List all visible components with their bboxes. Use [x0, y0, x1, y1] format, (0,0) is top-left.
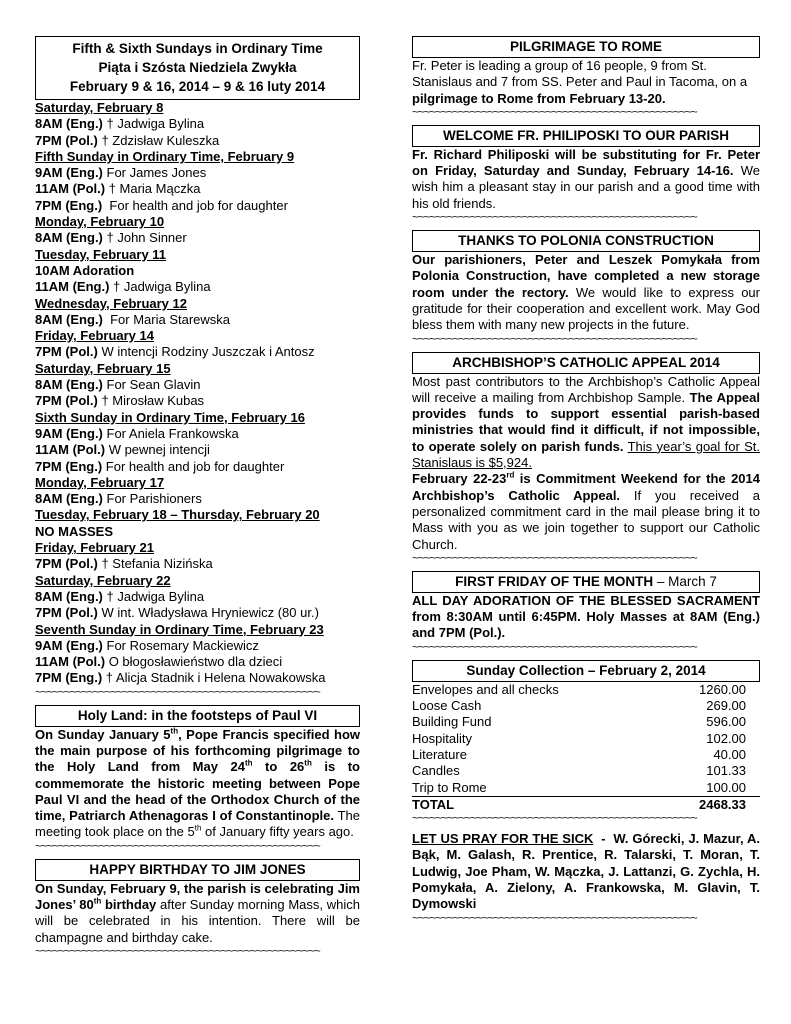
mass-time: 10AM Adoration [35, 262, 135, 278]
schedule-mass-line [35, 426, 360, 442]
mass-time: 8AM (Eng.) [35, 311, 103, 327]
mass-intention: For Rosemary Mackiewicz [102, 637, 259, 653]
mass-time: NO MASSES [35, 523, 114, 539]
birthday-title: HAPPY BIRTHDAY TO JIM JONES [35, 859, 360, 881]
mass-time: 7PM (Pol.) [35, 132, 98, 148]
collection-total-row [412, 796, 760, 813]
mass-time: 8AM (Eng.) [35, 116, 103, 132]
separator: ~~~~~~~~~~~~~~~~~~~~~~~~~~~~~~~~~~~~~~~~~~~~~~~~~ [412, 912, 697, 924]
pilgrimage-bold: pilgrimage to Rome from February 13-20. [412, 90, 666, 106]
appeal-goal: This year’s goal for St. Stanislaus is $5,924. [412, 438, 760, 471]
schedule-day-heading: Sixth Sunday in Ordinary Time, February 16 [35, 409, 305, 425]
collection-label: Envelopes and all checks [412, 681, 559, 697]
collection-total-label: TOTAL [412, 796, 455, 812]
schedule-mass-line [35, 230, 360, 246]
mass-intention: For Sean Glavin [102, 377, 201, 393]
mass-time: 7PM (Pol.) [35, 605, 98, 621]
mass-time: 7PM (Pol.) [35, 556, 98, 572]
separator: ~~~~~~~~~~~~~~~~~~~~~~~~~~~~~~~~~~~~~~~~~~~~~~~~~ [35, 840, 320, 852]
schedule-day-heading: Wednesday, February 12 [35, 295, 187, 311]
mass-intention: W pewnej intencji [105, 442, 210, 458]
mass-time: 7PM (Pol.) [35, 393, 98, 409]
birthday-text: after Sunday morning Mass, which will be celebrated in his intention. There will be champagne and birthday cake. [35, 897, 360, 945]
collection-row [412, 763, 760, 779]
pray-body [412, 831, 760, 912]
collection-amount: 102.00 [706, 730, 746, 746]
schedule-day-heading: Friday, February 14 [35, 328, 154, 344]
collection-title: Sunday Collection – February 2, 2014 [412, 660, 760, 682]
holy-land-title: Holy Land: in the footsteps of Paul VI [35, 705, 360, 727]
collection-amount: 100.00 [658, 780, 760, 797]
appeal-text-3: If you received a personalized commitment card in the mail please bring it to Mass with you as we join together to support our Catholic Church. [412, 487, 761, 552]
mass-intention: † Jadwiga Bylina [109, 279, 211, 295]
mass-time: 9AM (Eng.) [35, 165, 103, 181]
pray-title: LET US PRAY FOR THE SICK [412, 831, 594, 847]
schedule-mass-line [35, 556, 360, 572]
schedule-mass-line [35, 638, 360, 654]
collection-amount: 269.00 [706, 698, 746, 714]
mass-time: 7PM (Eng.) [35, 670, 103, 686]
mass-intention: For Parishioners [102, 491, 202, 507]
mass-time: 8AM (Eng.) [35, 377, 103, 393]
mass-intention: For Maria Starewska [102, 311, 231, 327]
schedule-mass-line [35, 198, 360, 214]
thanks-body [412, 252, 760, 333]
schedule-mass-line [35, 491, 360, 507]
mass-time: 8AM (Eng.) [35, 230, 103, 246]
mass-time: 8AM (Eng.) [35, 588, 103, 604]
mass-time: 7PM (Eng.) [35, 197, 103, 213]
schedule-day-heading: Saturday, February 8 [35, 100, 164, 115]
schedule-mass-line [35, 377, 360, 393]
separator: ~~~~~~~~~~~~~~~~~~~~~~~~~~~~~~~~~~~~~~~~~~~~~~~~~ [412, 641, 697, 653]
collection-label: Literature [412, 746, 467, 762]
separator: ~~~~~~~~~~~~~~~~~~~~~~~~~~~~~~~~~~~~~~~~~~~~~~~~~ [412, 333, 697, 345]
mass-intention: W int. Władysława Hryniewicz (80 ur.) [97, 605, 319, 621]
mass-time: 11AM (Pol.) [35, 654, 106, 670]
schedule-day-heading: Friday, February 21 [35, 540, 154, 556]
schedule-mass-line [35, 589, 360, 605]
schedule-mass-line [35, 524, 360, 540]
collection-row [412, 682, 760, 698]
holy-land-sup-4: th [194, 824, 202, 834]
appeal-text-1: Most past contributors to the Archbishop’s Catholic Appeal will receive a mailing from Archbishop Sample. [412, 373, 760, 405]
collection-row [412, 714, 760, 730]
mass-intention: † Maria Mączka [105, 181, 201, 197]
separator: ~~~~~~~~~~~~~~~~~~~~~~~~~~~~~~~~~~~~~~~~~~~~~~~~~ [412, 813, 697, 825]
appeal-body-1 [412, 374, 760, 472]
mass-time: 9AM (Eng.) [35, 637, 103, 653]
pilgrimage-title: PILGRIMAGE TO ROME [412, 36, 760, 58]
schedule-mass-line [35, 279, 360, 295]
welcome-body [412, 147, 760, 212]
collection-row [412, 747, 760, 763]
mass-intention: W intencji Rodziny Juszczak i Antosz [97, 344, 315, 360]
collection-label: Candles [412, 763, 460, 779]
schedule-day-heading: Monday, February 17 [35, 474, 165, 490]
first-friday-title-bold: FIRST FRIDAY OF THE MONTH [455, 573, 654, 589]
mass-time: 8AM (Eng.) [35, 491, 103, 507]
header-title-polish: Piąta i Szósta Niedziela Zwykła [98, 60, 297, 75]
header-title-english: Fifth & Sixth Sundays in Ordinary Time [72, 41, 323, 56]
collection-amount: 596.00 [706, 714, 746, 730]
right-column [412, 36, 760, 924]
holy-land-sup-2: th [244, 758, 253, 768]
first-friday-body: ALL DAY ADORATION OF THE BLESSED SACRAMENT from 8:30AM until 6:45PM. Holy Masses at 8AM (Eng.) and 7PM (Pol.). [412, 592, 760, 641]
thanks-bold: Our parishioners, Peter and Leszek Pomykała from Polonia Construction, have completed a new storage room under the rectory. [412, 252, 760, 300]
collection-row [412, 731, 760, 747]
mass-intention: † Alicja Stadnik i Helena Nowakowska [102, 670, 326, 686]
schedule-day-heading: Saturday, February 22 [35, 572, 171, 588]
schedule-day-heading: Saturday, February 15 [35, 360, 171, 376]
holy-land-sup-3: th [304, 758, 312, 768]
mass-time: 11AM (Eng.) [35, 279, 110, 295]
mass-intention: For James Jones [102, 165, 207, 181]
bulletin-header [35, 36, 360, 100]
collection-total-amount: 2468.33 [699, 796, 746, 812]
pilgrimage-body [412, 58, 760, 107]
pilgrimage-text: Fr. Peter is leading a group of 16 people, 9 from St. Stanislaus and 7 from SS. Peter and Paul in Tacoma, on a [412, 58, 748, 90]
mass-time: 11AM (Pol.) [35, 181, 106, 197]
holy-land-bold-1: On Sunday January 5 [35, 726, 171, 742]
collection-row [412, 780, 760, 797]
holy-land-sup-1: th [170, 726, 179, 736]
separator: ~~~~~~~~~~~~~~~~~~~~~~~~~~~~~~~~~~~~~~~~~~~~~~~~~ [412, 106, 697, 118]
schedule-mass-line [35, 393, 360, 409]
appeal-body-2 [412, 471, 760, 552]
collection-amount: 1260.00 [699, 681, 746, 697]
birthday-body [35, 881, 360, 946]
mass-intention: † Zdzisław Kuleszka [97, 132, 220, 148]
left-column [35, 36, 360, 957]
schedule-mass-line [35, 344, 360, 360]
schedule-day-heading: Fifth Sunday in Ordinary Time, February 9 [35, 148, 295, 164]
mass-intention: † Jadwiga Bylina [102, 116, 205, 132]
schedule-day-heading: Monday, February 10 [35, 214, 165, 230]
mass-intention: † Mirosław Kubas [97, 393, 205, 409]
separator: ~~~~~~~~~~~~~~~~~~~~~~~~~~~~~~~~~~~~~~~~~~~~~~~~~ [35, 686, 320, 698]
pray-names: W. Górecki, J. Mazur, A. Bąk, M. Galash, R. Prentice, R. Talarski, T. Moran, T. Ludwig, Joe Pham, W. Mączka, J. Lattanzi, G. Zychla, H. Pomykała, A. Zielony, A. Frankowska, M. Glavin, T. Dymowski [412, 831, 760, 912]
thanks-text: We would like to express our gratitude for their cooperation and excellent work. May God bless them with many new projects in the future. [412, 284, 760, 333]
header-dates: February 9 & 16, 2014 – 9 & 16 luty 2014 [69, 79, 326, 94]
collection-row [412, 698, 760, 714]
birthday-bold-1: On Sunday, February 9, the parish is celebrating Jim Jones’ 80 [35, 880, 360, 913]
schedule-mass-line [35, 442, 360, 458]
appeal-bold-3: is Commitment Weekend for the 2014 Archbishop’s Catholic Appeal. [412, 471, 760, 503]
mass-intention: O błogosławieństwo dla dzieci [105, 654, 283, 670]
holy-land-bold-4: is to commemorate the historic meeting between Pope Paul VI and the head of the Orthodox Church of the time, Patriarch Athenagoras I of Constantinople. [35, 759, 360, 824]
schedule-mass-line [35, 670, 360, 686]
mass-intention: † John Sinner [102, 230, 187, 246]
welcome-text: We wish him a pleasant stay in our parish and a good time with his old friends. [412, 163, 760, 211]
holy-land-text-1: The meeting took place on the 5 [35, 808, 360, 840]
mass-time: 7PM (Pol.) [35, 344, 98, 360]
collection-label: Loose Cash [412, 698, 482, 714]
separator: ~~~~~~~~~~~~~~~~~~~~~~~~~~~~~~~~~~~~~~~~~~~~~~~~~ [412, 212, 697, 224]
schedule-mass-line [35, 654, 360, 670]
mass-time: 9AM (Eng.) [35, 425, 103, 441]
collection-amount: 40.00 [713, 746, 746, 762]
collection-amount: 101.33 [706, 763, 746, 779]
collection-label: Building Fund [412, 714, 492, 730]
schedule-day-heading: Tuesday, February 18 – Thursday, February 20 [35, 507, 320, 523]
first-friday-title [412, 571, 760, 593]
holy-land-bold-3: to 26 [252, 759, 305, 775]
thanks-title: THANKS TO POLONIA CONSTRUCTION [412, 230, 760, 252]
mass-time: 11AM (Pol.) [35, 442, 106, 458]
first-friday-title-date: – March 7 [653, 573, 717, 589]
schedule-mass-line [35, 459, 360, 475]
schedule-mass-line [35, 133, 360, 149]
schedule-mass-line [35, 181, 360, 197]
pray-dash: - [593, 831, 614, 847]
appeal-bold-2: February 22-23 [412, 471, 507, 487]
holy-land-bold-2: , Pope Francis specified how the main purpose of his forthcoming pilgrimage to the Holy Land from May 24 [35, 726, 360, 775]
mass-intention: † Jadwiga Bylina [102, 588, 205, 604]
schedule-mass-line [35, 263, 360, 279]
birthday-bold-2: birthday [101, 897, 157, 913]
mass-time: 7PM (Eng.) [35, 458, 103, 474]
schedule-mass-line [35, 116, 360, 132]
mass-intention: For health and job for daughter [102, 197, 288, 213]
appeal-title: ARCHBISHOP’S CATHOLIC APPEAL 2014 [412, 352, 760, 374]
collection-label: Trip to Rome [412, 780, 658, 797]
schedule-day-heading: Tuesday, February 11 [35, 246, 167, 262]
schedule-mass-line [35, 605, 360, 621]
welcome-bold: Fr. Richard Philiposki will be substituting for Fr. Peter on Friday, Saturday and Sunday, February 14-16. [412, 146, 760, 179]
mass-intention: For health and job for daughter [102, 458, 285, 474]
welcome-title: WELCOME FR. PHILIPOSKI TO OUR PARISH [412, 125, 760, 147]
holy-land-body [35, 727, 360, 841]
birthday-sup-1: th [93, 896, 102, 906]
schedule-mass-line [35, 312, 360, 328]
separator: ~~~~~~~~~~~~~~~~~~~~~~~~~~~~~~~~~~~~~~~~~~~~~~~~~ [35, 945, 320, 957]
mass-intention: For Aniela Frankowska [102, 425, 239, 441]
mass-intention: † Stefania Nizińska [97, 556, 213, 572]
schedule-mass-line [35, 165, 360, 181]
collection-table [412, 682, 760, 813]
mass-schedule [35, 100, 360, 687]
appeal-sup-1: rd [506, 471, 515, 481]
holy-land-text-2: of January fifty years ago. [201, 824, 354, 840]
separator: ~~~~~~~~~~~~~~~~~~~~~~~~~~~~~~~~~~~~~~~~~~~~~~~~~ [412, 552, 697, 564]
appeal-bold-1: The Appeal provides funds to support essential parish-based ministries that would find it difficult, if not impossible, to operate solely on parish funds. [412, 389, 760, 454]
schedule-day-heading: Seventh Sunday in Ordinary Time, February 23 [35, 621, 324, 637]
collection-label: Hospitality [412, 730, 472, 746]
